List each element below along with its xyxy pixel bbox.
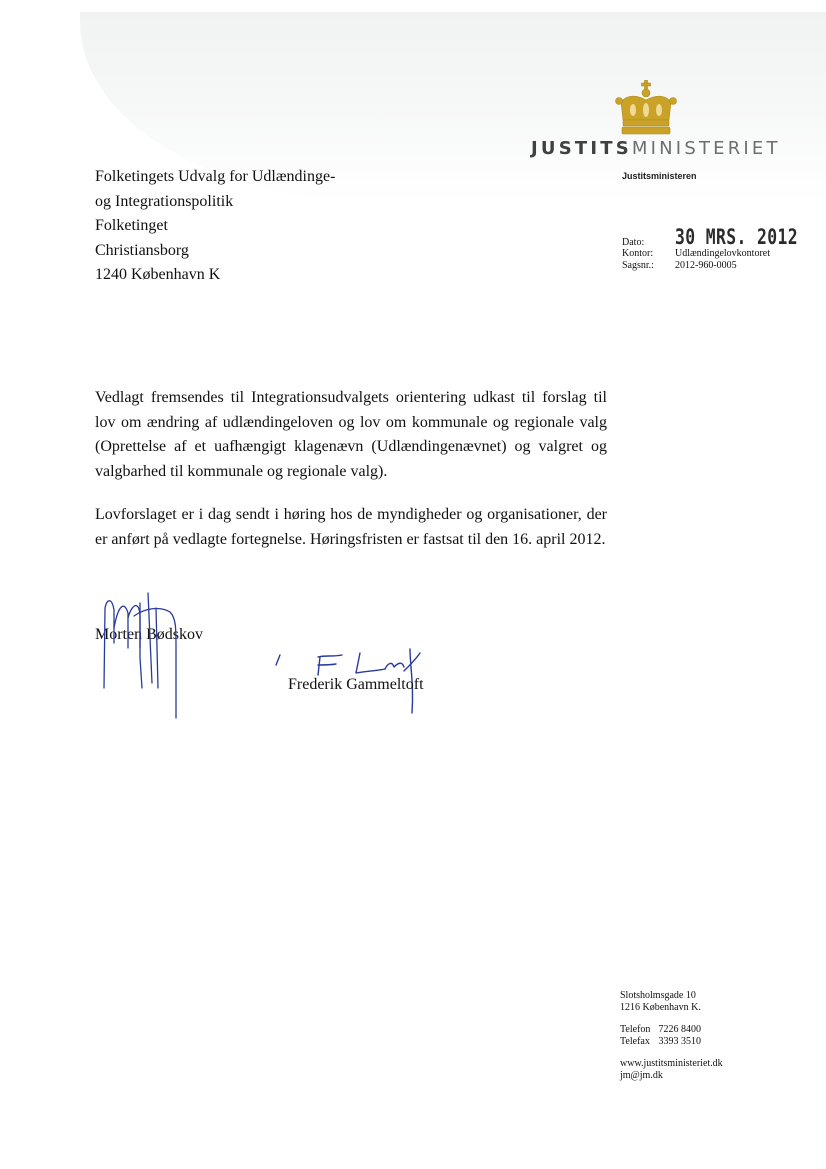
body-paragraph: Lovforslaget er i dag sendt i høring hos de myndigheder og organisationer, der er anført på vedlagte fortegnelse. Høringsfristen er fastsat til den 16. april 2012.: [95, 506, 607, 548]
phone-value: 7226 8400: [658, 1024, 701, 1035]
date-row: [622, 226, 826, 248]
address-line: Folketingets Udvalg for Udlændinge-: [95, 168, 336, 185]
footer-city: 1216 København K.: [620, 1002, 701, 1013]
email-link[interactable]: jm@jm.dk: [620, 1070, 663, 1081]
date-label: Dato:: [622, 236, 645, 248]
fax-row: [620, 1036, 723, 1048]
case-label: Sagsnr.:: [622, 259, 654, 271]
office-label: Kontor:: [622, 248, 654, 259]
sender-title: Justitsministeren: [622, 171, 697, 181]
case-value: 2012-960-0005: [675, 259, 737, 271]
handwritten-signature-1: [90, 588, 190, 723]
address-line: og Integrationspolitik: [95, 192, 234, 210]
crown-logo-icon: [615, 80, 677, 136]
body-paragraph: Vedlagt fremsendes til Integrationsudvalgets orientering udkast til forslag til lov om ændring af udlændingeloven og lov om kommunale og regionale valg (Oprettelse af et uafhængigt klagenævn (Udlændingenævnet) og valgret og valgbarhed til kommunale og regionale valg).: [95, 389, 607, 480]
recipient-address: [95, 165, 455, 288]
phone-label: Telefon: [620, 1024, 651, 1035]
website-link[interactable]: www.justitsministeriet.dk: [620, 1058, 723, 1069]
signatory-name: Frederik Gammeltoft: [288, 676, 424, 693]
letter-meta: [622, 226, 826, 271]
address-line: 1240 København K: [95, 266, 221, 283]
case-row: [622, 260, 826, 272]
logo-light-text: MINISTERIET: [631, 138, 781, 159]
office-value: Udlændingelovkontoret: [675, 248, 770, 259]
date-stamp: 30 MRS. 2012: [675, 225, 799, 249]
signatory-name: Morten Bødskov: [95, 626, 203, 643]
ministry-logo-text: [531, 138, 781, 159]
fax-value: 3393 3510: [658, 1036, 701, 1047]
logo-bold-text: JUSTITS: [531, 138, 632, 159]
letter-body: [95, 386, 607, 571]
footer-contact: [620, 990, 723, 1082]
fax-label: Telefax: [620, 1036, 650, 1047]
office-row: [622, 248, 826, 260]
phone-row: [620, 1024, 723, 1036]
address-line: Christiansborg: [95, 241, 189, 259]
footer-street: Slotsholmsgade 10: [620, 990, 696, 1001]
address-line: Folketinget: [95, 217, 168, 234]
